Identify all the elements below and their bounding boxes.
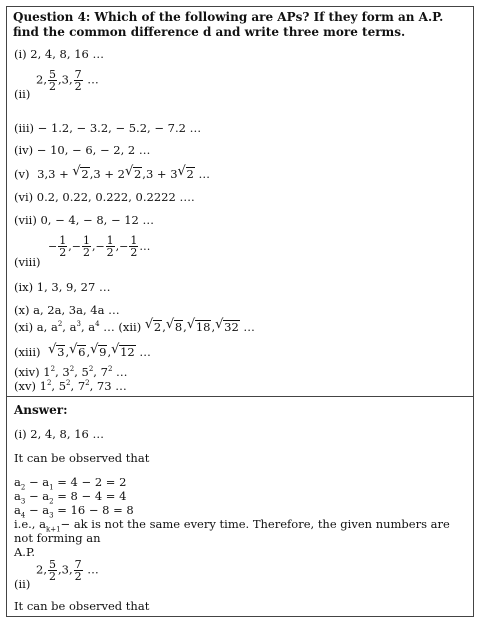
minus-sign: − <box>95 240 105 253</box>
answer-observed-2: It can be observed that <box>14 599 150 613</box>
fraction <box>82 235 91 258</box>
term: a <box>14 489 21 503</box>
sqrt-sign: √ 2 <box>124 164 142 181</box>
term: , 7 <box>93 365 108 379</box>
subscript: 3 <box>20 497 26 506</box>
term: − a <box>25 489 50 503</box>
item-iv: (iv) − 10, − 6, − 2, 2 … <box>14 143 151 157</box>
denominator: 2 <box>82 246 90 259</box>
term: (xv) 1 <box>14 379 47 393</box>
numerator: 7 <box>74 558 82 571</box>
question-title: Question 4: Which of the following are APs? If they form an A.P. find the common difference d and write three more terms. <box>13 10 444 39</box>
numerator: 1 <box>82 234 90 247</box>
fraction <box>48 559 57 582</box>
item-v <box>14 164 211 181</box>
ellipsis: … <box>83 72 99 87</box>
term: − ak is not the same every time. Therefore, the given numbers are not forming an <box>14 517 450 545</box>
fraction <box>106 235 115 258</box>
ellipsis: … <box>194 167 211 181</box>
denominator: 2 <box>106 246 114 259</box>
subscript: k+1 <box>45 525 61 534</box>
term: , 3 <box>55 365 70 379</box>
sqrt-sign: √ 32 <box>215 317 239 334</box>
ellipsis: … <box>112 365 128 379</box>
item-xi-xii: (xi) a, $a^2$, $a^3$, $a^4$ … (xii) √ 2, √ 8, √ 18, √ 32 … <box>14 317 255 334</box>
exponent: 2 <box>107 365 113 374</box>
item-ix: (ix) 1, 3, 9, 27 … <box>14 280 111 294</box>
ellipsis: … <box>139 240 151 253</box>
numerator: 1 <box>59 234 67 247</box>
answer-observed: It can be observed that <box>14 451 150 465</box>
fraction <box>74 559 83 582</box>
exponent: 2 <box>50 365 56 374</box>
term: , a <box>80 320 96 334</box>
term: , a <box>62 320 77 334</box>
item-ii-label: (ii) <box>14 87 31 101</box>
item-viii-expr <box>48 235 150 258</box>
radicand: 6 <box>78 345 86 359</box>
subscript: 4 <box>20 511 26 520</box>
term: ,3, <box>57 72 73 87</box>
document-frame <box>6 6 474 617</box>
minus-sign: − <box>119 240 129 253</box>
item-iii: (iii) − 1.2, − 3.2, − 5.2, − 7.2 … <box>14 121 202 135</box>
sqrt-sign: √ 6 <box>69 342 86 359</box>
term: i.e., a <box>14 517 46 531</box>
exponent: 2 <box>46 379 52 388</box>
ellipsis: … <box>239 320 255 334</box>
term: ,3 + 3 <box>142 167 178 181</box>
radicand: 2 <box>186 167 194 181</box>
term: A.P. <box>14 545 36 559</box>
ellipsis: … <box>83 562 99 577</box>
denominator: 2 <box>59 246 67 259</box>
ellipsis: … <box>135 345 151 359</box>
numerator: 1 <box>106 234 114 247</box>
exponent: 2 <box>69 365 75 374</box>
exponent: 2 <box>88 365 94 374</box>
sqrt-sign: √ 3 <box>48 342 65 359</box>
sqrt-sign: √ 8 <box>165 317 183 334</box>
term: ,3 + 2 <box>89 167 125 181</box>
comma: , <box>68 240 72 253</box>
term: = 4 − 2 = 2 <box>53 475 127 489</box>
term: a <box>14 503 21 517</box>
exponent: 2 <box>85 379 90 388</box>
radicand: 32 <box>224 320 239 334</box>
radicand: 2 <box>133 167 142 181</box>
term: − a <box>25 503 50 517</box>
term: , 5 <box>51 379 67 393</box>
term: 3,3 + <box>37 167 73 181</box>
item-xiii-label: (xiii) <box>14 345 41 359</box>
item-viii-label: (viii) <box>14 255 41 269</box>
minus-sign: − <box>48 240 58 253</box>
item-xiv <box>14 365 128 379</box>
radicand: 2 <box>81 167 89 181</box>
term: … (xii) <box>99 320 145 334</box>
sqrt-sign: √ 18 <box>186 317 211 334</box>
answer-ii-label: (ii) <box>14 577 31 591</box>
radicand: 18 <box>195 320 211 334</box>
answer-eq2 <box>14 489 127 506</box>
answer-box <box>7 397 473 616</box>
subscript: 1 <box>49 483 54 492</box>
item-vi: (vi) 0.2, 0.22, 0.222, 0.2222 …. <box>14 190 195 204</box>
item-xiii-expr: √ 3, √ 6, √ 9, √ 12 … <box>48 342 151 359</box>
term: (xi) a, a <box>14 320 58 334</box>
item-ii-expr <box>36 69 99 92</box>
comma: , <box>115 240 120 253</box>
item-xv <box>14 379 127 393</box>
denominator: 2 <box>74 570 82 583</box>
term: = 16 − 8 = 8 <box>53 503 134 517</box>
item-v-label: (v) <box>14 167 30 181</box>
term: ,3, <box>57 562 73 577</box>
item-x: (x) a, 2a, 3a, 4a … <box>14 303 120 317</box>
denominator: 2 <box>74 80 82 93</box>
numerator: 1 <box>130 234 138 247</box>
radicand: 9 <box>99 345 107 359</box>
subscript: 2 <box>20 483 26 492</box>
radicand: 12 <box>120 345 135 359</box>
answer-ii-expr <box>36 559 99 582</box>
sqrt-sign: √ 12 <box>111 342 135 359</box>
term: , 5 <box>74 365 89 379</box>
answer-item-i: (i) 2, 4, 8, 16 … <box>14 427 104 441</box>
question-box <box>7 7 473 397</box>
denominator: 2 <box>48 570 56 583</box>
minus-sign: − <box>71 240 81 253</box>
sqrt-sign: √ 2 <box>144 317 162 334</box>
item-xiii <box>14 342 151 359</box>
comma: , <box>91 240 96 253</box>
numerator: 7 <box>74 68 82 81</box>
fraction <box>129 235 138 258</box>
answer-eq3 <box>14 503 134 520</box>
radicand: 8 <box>174 320 183 334</box>
exponent: 4 <box>95 320 100 329</box>
numerator: 5 <box>48 558 56 571</box>
item-v-expr <box>37 164 211 181</box>
exponent: 2 <box>66 379 71 388</box>
radicand: 3 <box>57 345 65 359</box>
numerator: 5 <box>48 68 56 81</box>
term: = 8 − 4 = 4 <box>53 489 127 503</box>
answer-eq1 <box>14 475 127 492</box>
fraction <box>58 235 67 258</box>
radicand: 2 <box>153 320 162 334</box>
subscript: 2 <box>49 497 54 506</box>
term: , 73 … <box>89 379 127 393</box>
item-i: (i) 2, 4, 8, 16 … <box>14 47 104 61</box>
term: , 7 <box>70 379 86 393</box>
denominator: 2 <box>48 80 56 93</box>
answer-title: Answer: <box>14 403 68 417</box>
term: (xiv) 1 <box>14 365 51 379</box>
exponent: 3 <box>76 320 81 329</box>
term: a <box>14 475 21 489</box>
sqrt-sign: √ 2 <box>72 164 89 181</box>
term: − a <box>25 475 50 489</box>
subscript: 3 <box>49 511 54 520</box>
term: 2, <box>36 562 47 577</box>
term: 2, <box>36 72 47 87</box>
sqrt-sign: √ 2 <box>177 164 194 181</box>
sqrt-sign: √ 9 <box>90 342 107 359</box>
fraction <box>48 69 57 92</box>
fraction <box>74 69 83 92</box>
denominator: 2 <box>130 246 138 259</box>
answer-conclusion <box>14 517 469 559</box>
item-vii: (vii) 0, − 4, − 8, − 12 … <box>14 213 155 227</box>
exponent: 2 <box>57 320 63 329</box>
